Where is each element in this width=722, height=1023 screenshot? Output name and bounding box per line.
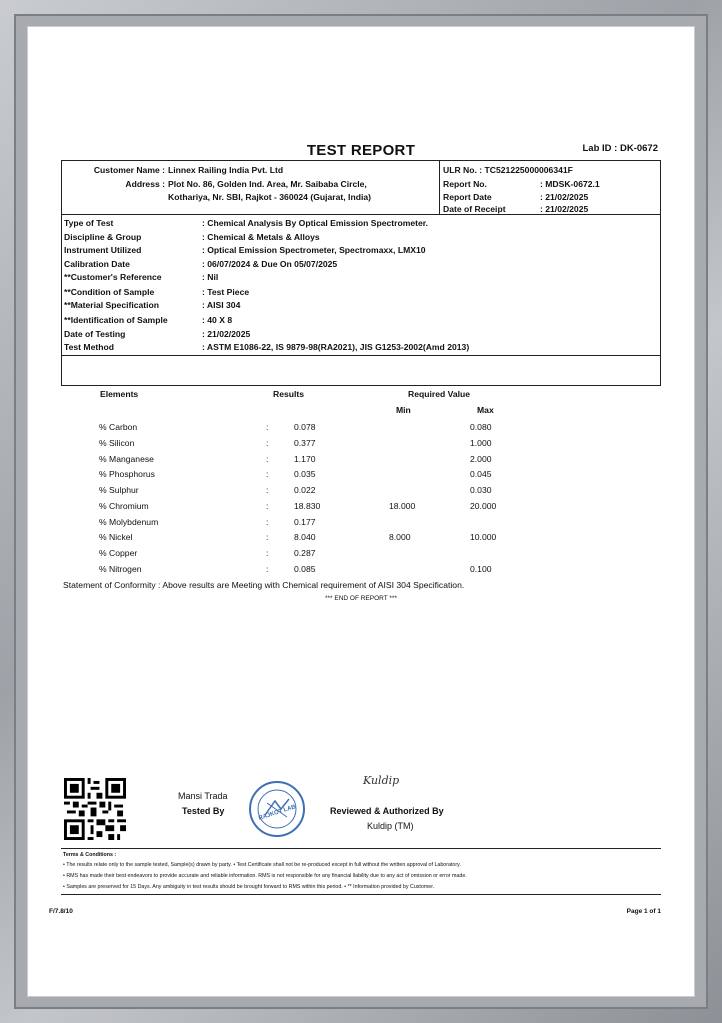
receipt-date-label: Date of Receipt — [443, 204, 506, 214]
detail-label: Calibration Date — [64, 258, 130, 269]
element-name: % Chromium — [99, 500, 149, 511]
table-row — [61, 421, 661, 434]
table-row — [61, 468, 661, 481]
page-number: Page 1 of 1 — [626, 908, 661, 915]
detail-row — [62, 217, 660, 230]
lab-stamp — [249, 781, 305, 837]
result-value: 8.040 — [294, 532, 316, 543]
tester-name: Mansi Trada — [178, 791, 228, 801]
table-row — [61, 547, 661, 560]
column-header-results: Results — [273, 389, 305, 399]
min-value: 8.000 — [389, 532, 411, 543]
max-value: 10.000 — [470, 532, 497, 543]
report-date-value: : 21/02/2025 — [540, 192, 589, 202]
lab-id: Lab ID : DK-0672 — [582, 143, 658, 154]
detail-row — [62, 271, 660, 284]
result-value: 18.830 — [294, 500, 321, 511]
column-header-min: Min — [396, 405, 411, 415]
receipt-date-value: : 21/02/2025 — [540, 204, 589, 214]
address-line-1: Plot No. 86, Golden Ind. Area, Mr. Saibaba Circle, — [168, 179, 367, 189]
report-title: TEST REPORT — [306, 142, 416, 159]
tested-by-label: Tested By — [182, 806, 225, 816]
results-table — [61, 388, 661, 588]
element-name: % Copper — [99, 548, 138, 558]
form-number: F/7.8/10 — [49, 908, 73, 915]
report-no-label: Report No. — [443, 179, 487, 189]
table-row — [61, 563, 661, 576]
result-value: 0.022 — [294, 485, 316, 495]
detail-label: **Customer's Reference — [64, 272, 162, 282]
element-name: % Nitrogen — [99, 563, 142, 574]
detail-row — [62, 286, 660, 299]
detail-value: : Chemical & Metals & Alloys — [202, 231, 320, 242]
terms-divider — [61, 894, 661, 895]
detail-label: Instrument Utilized — [64, 245, 142, 255]
column-header-elements: Elements — [100, 389, 139, 399]
table-row — [61, 437, 661, 450]
element-name: % Silicon — [99, 437, 135, 448]
detail-label: Test Method — [64, 342, 114, 352]
result-value: 0.377 — [294, 437, 316, 448]
table-row — [61, 531, 661, 544]
detail-value: : Chemical Analysis By Optical Emission Spectrometer. — [202, 218, 429, 228]
min-value: 18.000 — [389, 500, 416, 511]
element-name: % Phosphorus — [99, 469, 155, 480]
table-row — [61, 516, 661, 529]
max-value: 0.045 — [470, 469, 492, 480]
separator: : — [266, 516, 269, 527]
separator: : — [266, 485, 269, 495]
separator: : — [266, 548, 269, 558]
terms-line: • Samples are preserved for 15 Days. Any ambiguity in test results should be brought forward to RMS within this period. • ** Information provided by Customer. — [63, 884, 435, 890]
detail-value: : AISI 304 — [202, 300, 241, 310]
element-name: % Molybdenum — [99, 516, 159, 527]
separator: : — [266, 422, 269, 432]
detail-label: **Condition of Sample — [64, 286, 155, 297]
result-value: 0.085 — [294, 563, 316, 574]
result-value: 0.287 — [294, 548, 316, 558]
detail-value: : 21/02/2025 — [202, 328, 251, 339]
table-row — [61, 484, 661, 497]
detail-value: : ASTM E1086-22, IS 9879-98(RA2021), JIS G1253-2002(Amd 2013) — [202, 342, 470, 352]
reviewer-signature: Kuldip — [363, 774, 400, 787]
result-value: 1.170 — [294, 453, 316, 464]
detail-value: : Nil — [202, 272, 219, 282]
detail-label: **Material Specification — [64, 300, 160, 310]
report-date-label: Report Date — [443, 192, 492, 202]
element-name: % Nickel — [99, 532, 133, 543]
report-no-value: : MDSK-0672.1 — [540, 179, 600, 189]
report-info-box — [61, 160, 661, 386]
stamp-text: RAJKOT LAB — [258, 804, 297, 822]
statement-of-conformity: Statement of Conformity : Above results are Meeting with Chemical requirement of AISI 304 Specification. — [63, 580, 465, 590]
address-line-2: Kothariya, Nr. SBI, Rajkot - 360024 (Gujarat, India) — [168, 192, 371, 202]
separator: : — [266, 437, 269, 448]
detail-label: Discipline & Group — [64, 231, 142, 242]
detail-label: Type of Test — [64, 218, 114, 228]
end-of-report: *** END OF REPORT *** — [324, 595, 397, 602]
result-value: 0.035 — [294, 469, 316, 480]
detail-row — [62, 314, 660, 327]
result-value: 0.078 — [294, 422, 316, 432]
detail-label: Date of Testing — [64, 328, 126, 339]
separator: : — [266, 453, 269, 464]
ulr-number: ULR No. : TC521225000006341F — [443, 165, 573, 175]
column-header-required: Required Value — [408, 389, 471, 399]
detail-row — [62, 341, 660, 354]
column-header-max: Max — [477, 405, 494, 415]
customer-name-label: Customer Name : — [93, 165, 165, 175]
customer-name: Linnex Railing India Pvt. Ltd — [168, 165, 284, 175]
detail-row — [62, 244, 660, 257]
detail-label: **Identification of Sample — [64, 314, 168, 325]
max-value: 2.000 — [470, 453, 492, 464]
max-value: 0.080 — [470, 422, 492, 432]
divider — [62, 355, 660, 356]
detail-value: : 06/07/2024 & Due On 05/07/2025 — [202, 258, 338, 269]
max-value: 1.000 — [470, 437, 492, 448]
separator: : — [266, 469, 269, 480]
detail-row — [62, 328, 660, 341]
table-row — [61, 500, 661, 513]
terms-line: • The results relate only to the sample tested, Sample(s) drawn by party. • Test Certificate shall not be re-produced except in full without the written approval of Laboratory. — [63, 862, 461, 868]
reviewer-name: Kuldip (TM) — [367, 821, 414, 831]
terms-divider — [61, 848, 661, 849]
terms-title: Terms & Conditions : — [63, 852, 117, 858]
max-value: 0.100 — [470, 563, 492, 574]
report-page — [27, 26, 695, 997]
divider — [439, 161, 440, 214]
element-name: % Carbon — [99, 422, 138, 432]
element-name: % Manganese — [99, 453, 154, 464]
detail-row — [62, 299, 660, 312]
table-row — [61, 453, 661, 466]
max-value: 0.030 — [470, 485, 492, 495]
result-value: 0.177 — [294, 516, 316, 527]
address-label: Address : — [125, 179, 165, 189]
terms-line: • RMS has made their best endeavors to provide accurate and reliable information. RMS is not responsible for any financial liability due to any act of omission or error made. — [63, 873, 467, 879]
detail-value: : 40 X 8 — [202, 314, 233, 325]
detail-value: : Optical Emission Spectrometer, Spectromaxx, LMX10 — [202, 245, 426, 255]
separator: : — [266, 563, 269, 574]
element-name: % Sulphur — [99, 485, 139, 495]
detail-value: : Test Piece — [202, 286, 250, 297]
reviewed-by-label: Reviewed & Authorized By — [330, 806, 444, 816]
separator: : — [266, 500, 269, 511]
detail-row — [62, 258, 660, 271]
max-value: 20.000 — [470, 500, 497, 511]
qr-code — [64, 778, 126, 840]
detail-row — [62, 231, 660, 244]
separator: : — [266, 532, 269, 543]
